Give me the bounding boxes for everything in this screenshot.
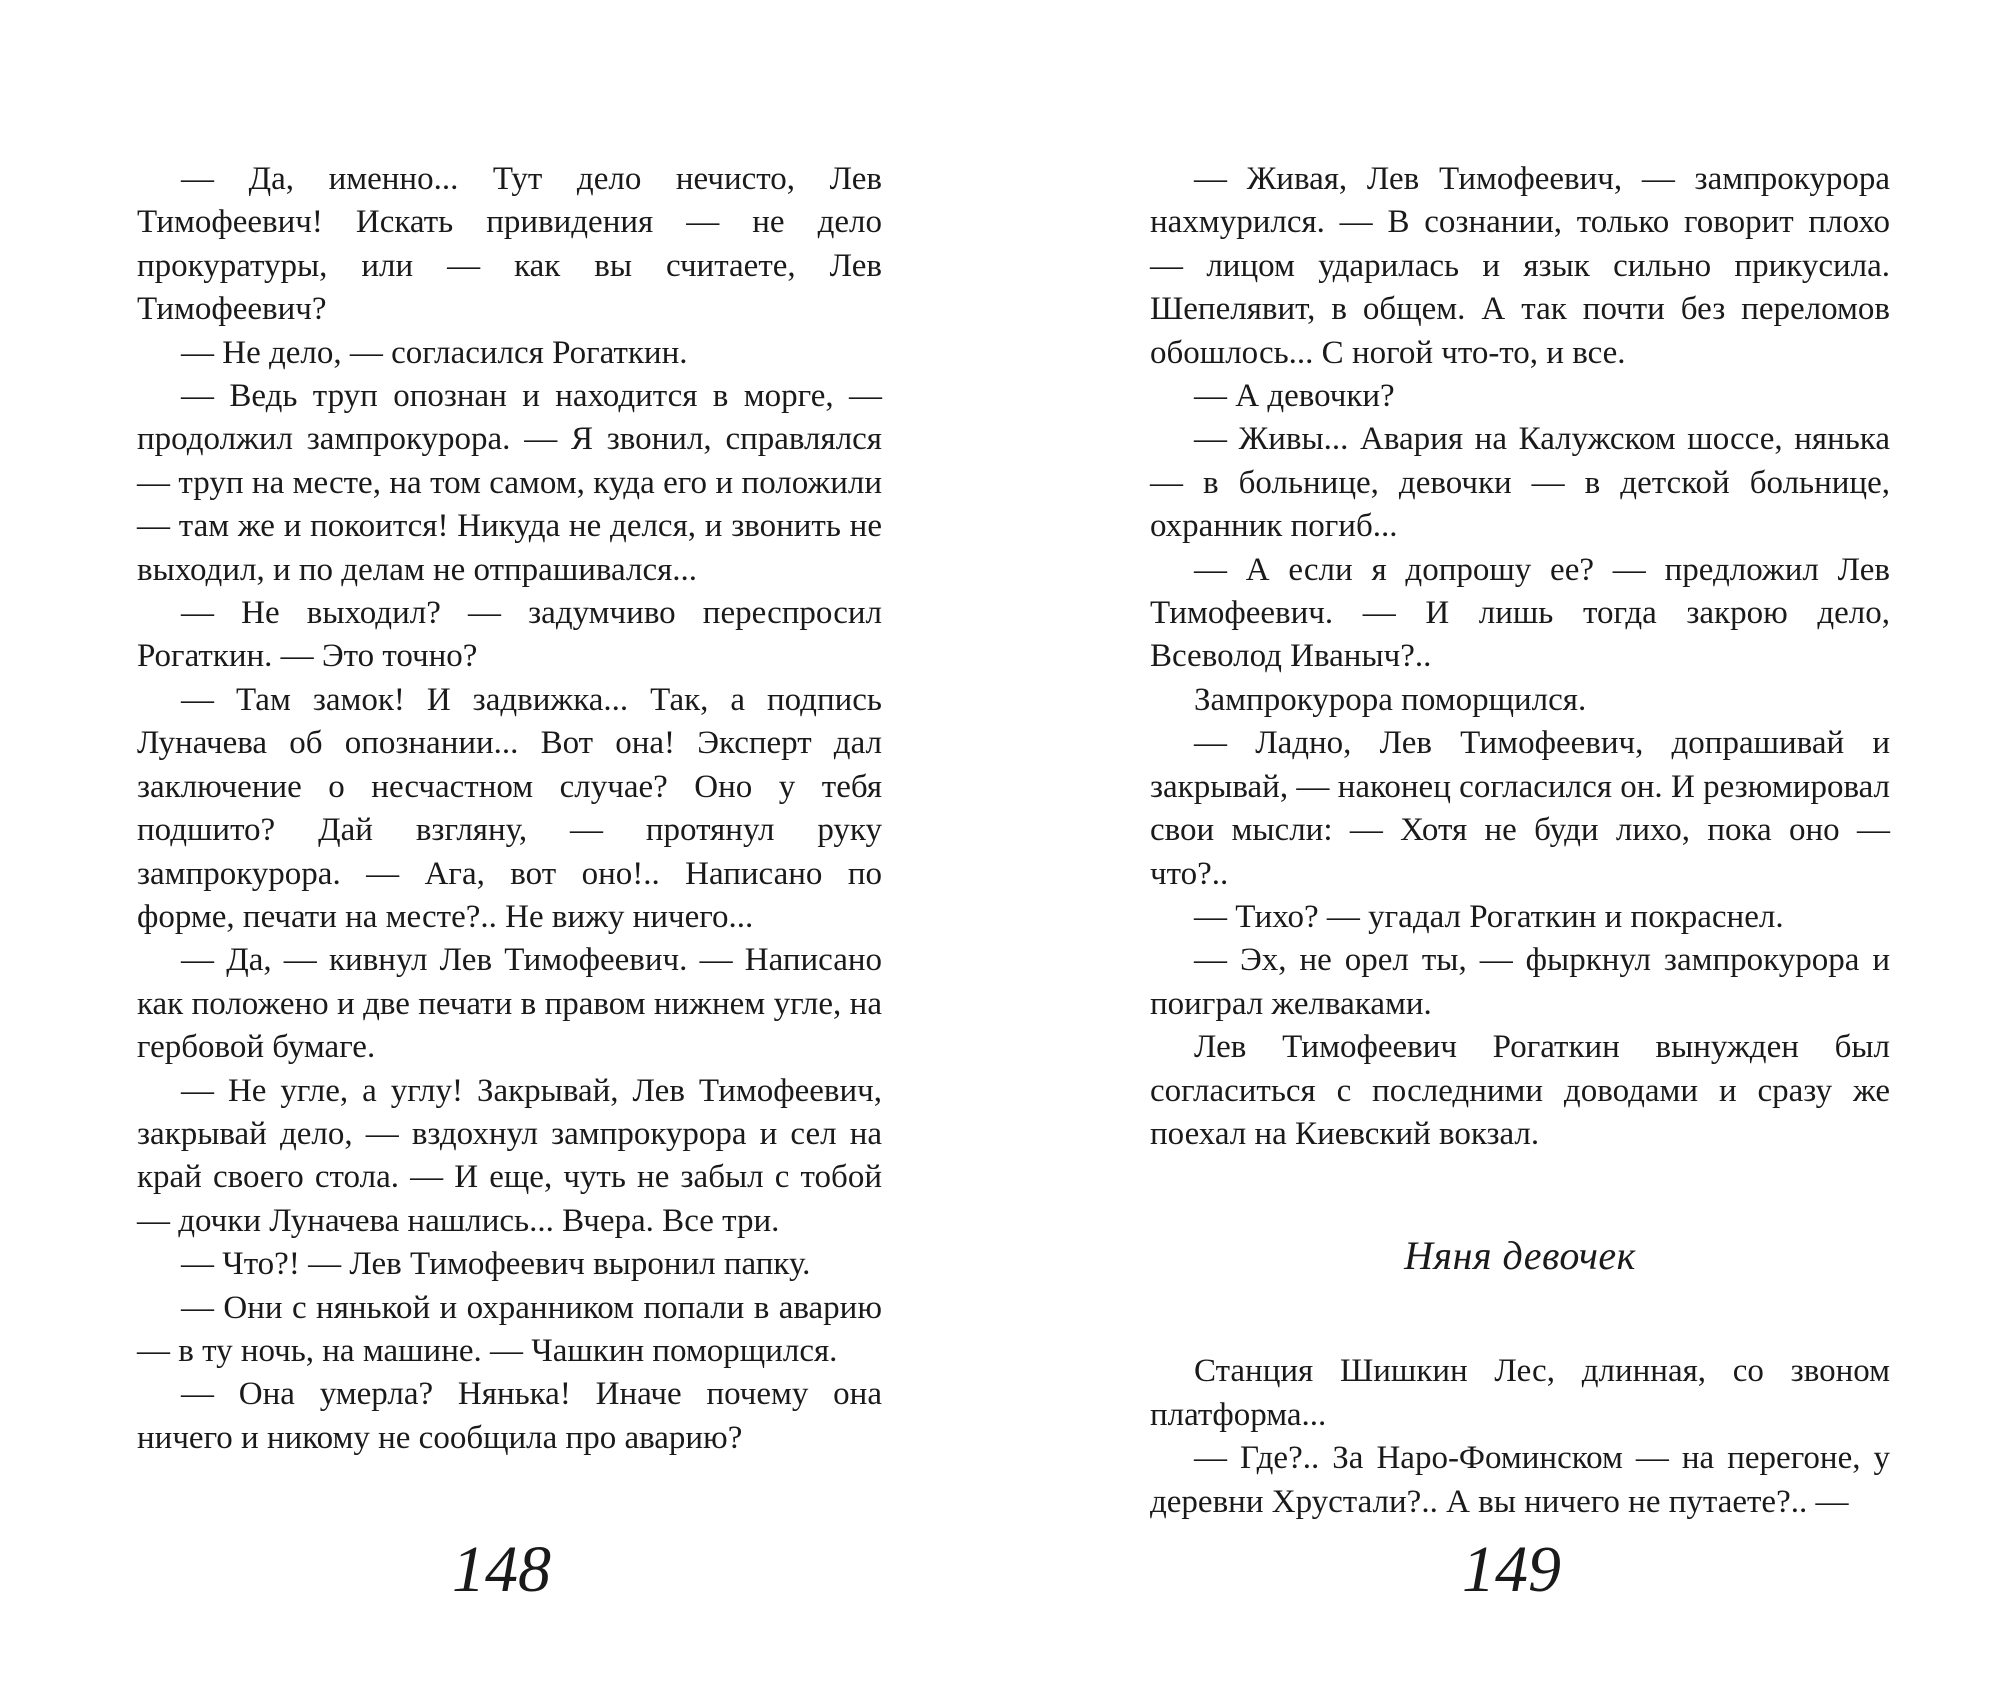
paragraph: Станция Шишкин Лес, длинная, со звоном платформа... <box>1150 1353 1890 1433</box>
page-number-left: 148 <box>452 1533 551 1606</box>
paragraph: — Да, — кивнул Лев Тимофеевич. — Написано как положено и две печати в правом нижнем угле, на гербовой бумаге. <box>137 942 882 1066</box>
paragraph: — Ведь труп опознан и находится в морге, — продолжил зампрокурора. — Я звонил, справлялся — труп на месте, на том самом, куда его и положили — там же и покоится! Никуда не делся, и звонить не выходил, и по делам не отпрашивался... <box>137 378 882 588</box>
paragraph: — Где?.. За Наро-Фоминском — на перегоне, у деревни Хрустали?.. А вы ничего не путаете?.. — <box>1150 1440 1890 1520</box>
paragraph: — Там замок! И задвижка... Так, а подпись Луначева об опознании... Вот она! Эксперт дал заключение о несчастном случае? Оно у тебя подшито? Дай взгляну, — протянул руку зампрокурора. — Ага, вот оно!.. Написано по форме, печати на месте?.. Не вижу ничего... <box>137 681 882 935</box>
paragraph: — Ладно, Лев Тимофеевич, допрашивай и закрывай, — наконец согласился он. И резюмировал свои мысли: — Хотя не буди лихо, пока оно — что?.. <box>1150 725 1890 892</box>
paragraph: — Живая, Лев Тимофеевич, — зампрокурора нахмурился. — В сознании, только говорит плохо — лицом ударилась и язык сильно прикусила. Шепелявит, в общем. А так почти без переломов обошлось... С ногой что-то, и все. <box>1150 161 1890 371</box>
paragraph: — Они с нянькой и охранником попали в аварию — в ту ночь, на машине. — Чашкин поморщился. <box>137 1289 882 1369</box>
paragraph: — Не дело, — согласился Рогаткин. <box>181 334 688 371</box>
paragraph: — Живы... Авария на Калужском шоссе, нянька — в больнице, девочки — в детской больнице, охранник погиб... <box>1150 421 1890 545</box>
paragraph: — Тихо? — угадал Рогаткин и покраснел. <box>1194 898 1784 935</box>
paragraph: — А если я допрошу ее? — предложил Лев Тимофеевич. — И лишь тогда закрою дело, Всеволод Иваныч?.. <box>1150 551 1890 675</box>
right-page <box>1150 158 1890 1524</box>
left-page <box>137 158 882 1460</box>
page-number-right: 149 <box>1462 1533 1561 1606</box>
paragraph: Лев Тимофеевич Рогаткин вынужден был согласиться с последними доводами и сразу же поехал на Киевский вокзал. <box>1150 1029 1890 1152</box>
paragraph: — Что?! — Лев Тимофеевич выронил папку. <box>181 1246 811 1283</box>
paragraph: — Да, именно... Тут дело нечисто, Лев Тимофеевич! Искать привидения — не дело прокуратуры, или — как вы считаете, Лев Тимофеевич? <box>137 161 882 328</box>
paragraph: Зампрокурора поморщился. <box>1194 681 1587 718</box>
paragraph: — Не выходил? — задумчиво переспросил Рогаткин. — Это точно? <box>137 595 882 675</box>
paragraph: — Не угле, а углу! Закрывай, Лев Тимофеевич, закрывай дело, — вздохнул зампрокурора и сел на край своего стола. — И еще, чуть не забыл с тобой — дочки Луначева нашлись... Вчера. Все три. <box>137 1072 882 1239</box>
paragraph: — Она умерла? Нянька! Иначе почему она ничего и никому не сообщила про аварию? <box>137 1376 882 1456</box>
paragraph: — Эх, не орел ты, — фыркнул зампрокурора и поиграл желваками. <box>1150 942 1890 1022</box>
chapter-heading: Няня девочек <box>1404 1233 1636 1279</box>
paragraph: — А девочки? <box>1194 378 1395 415</box>
